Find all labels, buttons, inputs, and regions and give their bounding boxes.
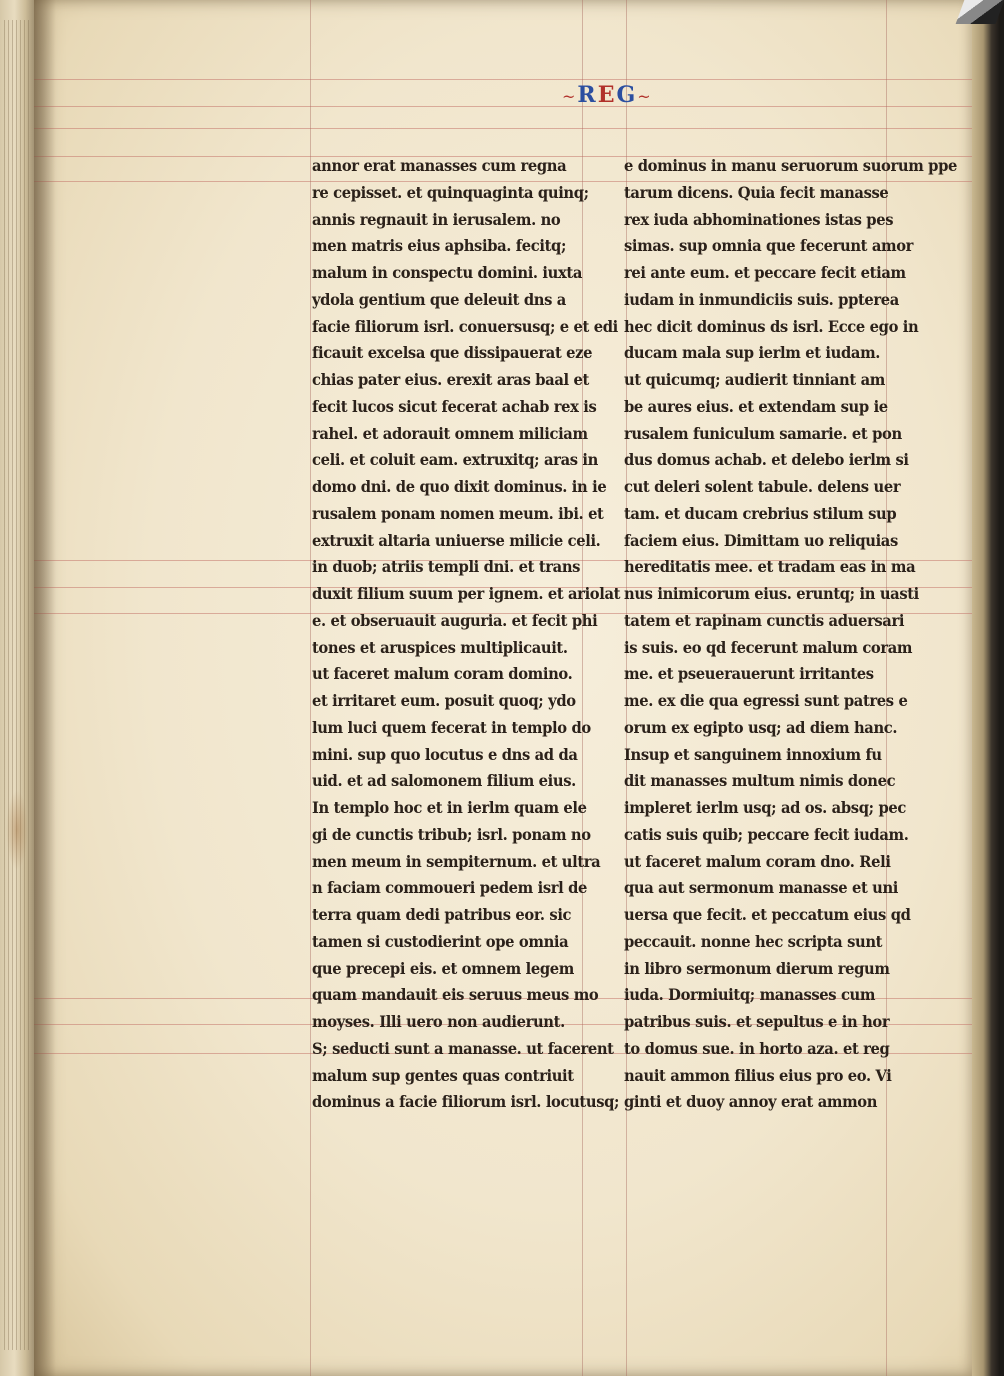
- manuscript-line: fecit lucos sicut fecerat achab rex is: [312, 396, 597, 416]
- manuscript-line: malum sup gentes quas contriuit: [312, 1065, 574, 1085]
- manuscript-line: in duob; atriis templi dni. et trans: [312, 557, 581, 577]
- manuscript-line: faciem eius. Dimittam uo reliquias: [624, 530, 898, 550]
- right-page-edge: [972, 0, 1000, 1376]
- manuscript-line: me. ex die qua egressi sunt patres e: [624, 691, 908, 710]
- manuscript-line: impleret ierlm usq; ad os. absq; pec: [624, 798, 906, 817]
- manuscript-line: malum in conspectu domini. iuxta: [312, 263, 583, 282]
- manuscript-line: iudam in inmundiciis suis. ppterea: [624, 289, 899, 309]
- manuscript-line: tarum dicens. Quia fecit manasse: [624, 182, 889, 202]
- manuscript-line: tones et aruspices multiplicauit.: [312, 637, 568, 657]
- manuscript-line: e. et obseruauit auguria. et fecit phi: [312, 610, 598, 630]
- manuscript-line: rei ante eum. et peccare fecit etiam: [624, 263, 906, 282]
- manuscript-line: dominus a facie filiorum isrl. locutusq;: [312, 1092, 620, 1112]
- ruling-line: [34, 106, 974, 107]
- manuscript-line: annor erat manasses cum regna: [312, 156, 567, 175]
- ruling-line: [34, 128, 974, 129]
- header-letter-e: E: [597, 82, 617, 108]
- manuscript-line: duxit filium suum per ignem. et ariolat: [312, 584, 621, 603]
- manuscript-line: nauit ammon filius eius pro eo. Vi: [624, 1065, 892, 1085]
- manuscript-line: catis suis quib; peccare fecit iudam.: [624, 824, 909, 844]
- manuscript-line: simas. sup omnia que fecerunt amor: [624, 236, 914, 256]
- manuscript-line: tam. et ducam crebrius stilum sup: [624, 503, 897, 523]
- running-header: [562, 80, 652, 110]
- header-flourish-left: ~: [562, 87, 578, 106]
- manuscript-line: men matris eius aphsiba. fecitq;: [312, 236, 567, 256]
- manuscript-line: rusalem ponam nomen meum. ibi. et: [312, 503, 604, 523]
- manuscript-line: to domus sue. in horto aza. et reg: [624, 1038, 890, 1058]
- manuscript-line: is suis. eo qd fecerunt malum coram: [624, 637, 913, 657]
- ruling-line: [34, 79, 974, 80]
- manuscript-line: terra quam dedi patribus eor. sic: [312, 905, 572, 924]
- header-flourish-right: ~: [637, 87, 653, 106]
- manuscript-line: iuda. Dormiuitq; manasses cum: [624, 985, 876, 1005]
- manuscript-line: men meum in sempiternum. et ultra: [312, 851, 601, 871]
- manuscript-line: hereditatis mee. et tradam eas in ma: [624, 557, 916, 577]
- manuscript-line: Insup et sanguinem innoxium fu: [624, 744, 882, 764]
- manuscript-line: patribus suis. et sepultus e in hor: [624, 1012, 890, 1031]
- manuscript-line: in libro sermonum dierum regum: [624, 958, 890, 978]
- manuscript-line: celi. et coluit eam. extruxitq; aras in: [312, 450, 598, 470]
- manuscript-line: uid. et ad salomonem filium eius.: [312, 771, 576, 791]
- manuscript-line: uersa que fecit. et peccatum eius qd: [624, 905, 911, 924]
- manuscript-line: e dominus in manu seruorum suorum ppe: [624, 156, 958, 175]
- manuscript-line: re cepisset. et quinquaginta quinq;: [312, 182, 589, 202]
- gutter-shadow: [34, 0, 56, 1376]
- manuscript-line: extruxit altaria uniuerse milicie celi.: [312, 530, 601, 550]
- manuscript-line: moyses. Illi uero non audierunt.: [312, 1012, 565, 1031]
- text-column-left: [312, 153, 621, 1116]
- manuscript-line: In templo hoc et in ierlm quam ele: [312, 798, 587, 817]
- manuscript-line: peccauit. nonne hec scripta sunt: [624, 931, 883, 951]
- manuscript-line: nus inimicorum eius. eruntq; in uasti: [624, 584, 919, 603]
- manuscript-line: rahel. et adorauit omnem miliciam: [312, 423, 588, 443]
- header-letter-g: G: [616, 82, 638, 108]
- manuscript-line: rex iuda abhominationes istas pes: [624, 209, 894, 229]
- manuscript-line: rusalem funiculum samarie. et pon: [624, 423, 902, 443]
- manuscript-line: domo dni. de quo dixit dominus. in ie: [312, 477, 607, 496]
- manuscript-line: facie filiorum isrl. conuersusq; e et edi: [312, 316, 618, 336]
- header-letter-r: R: [577, 82, 598, 108]
- manuscript-line: qua aut sermonum manasse et uni: [624, 878, 899, 898]
- manuscript-line: ducam mala sup ierlm et iudam.: [624, 343, 881, 363]
- manuscript-line: et irritaret eum. posuit quoq; ydo: [312, 691, 576, 710]
- corner-color-mark: [956, 0, 1004, 24]
- manuscript-line: chias pater eius. erexit aras baal et: [312, 370, 589, 389]
- manuscript-line: ut faceret malum coram domino.: [312, 664, 573, 684]
- manuscript-line: dit manasses multum nimis donec: [624, 771, 896, 791]
- manuscript-line: tamen si custodierint ope omnia: [312, 931, 569, 951]
- manuscript-line: n faciam commoueri pedem isrl de: [312, 878, 588, 898]
- manuscript-line: ficauit excelsa que dissipauerat eze: [312, 343, 593, 363]
- manuscript-line: ut faceret malum coram dno. Reli: [624, 851, 891, 871]
- text-column-right: [624, 153, 958, 1116]
- manuscript-line: dus domus achab. et delebo ierlm si: [624, 450, 909, 470]
- ruling-margin-left: [310, 0, 311, 1376]
- manuscript-line: que precepi eis. et omnem legem: [312, 958, 574, 978]
- edge-stain: [6, 790, 28, 870]
- manuscript-line: mini. sup quo locutus e dns ad da: [312, 744, 578, 764]
- manuscript-line: tatem et rapinam cunctis aduersari: [624, 610, 905, 630]
- manuscript-line: me. et pseuerauerunt irritantes: [624, 664, 874, 684]
- manuscript-line: gi de cunctis tribub; isrl. ponam no: [312, 824, 591, 844]
- manuscript-line: ut quicumq; audierit tinniant am: [624, 370, 885, 389]
- manuscript-line: annis regnauit in ierusalem. no: [312, 209, 561, 229]
- manuscript-line: S; seducti sunt a manasse. ut facerent: [312, 1038, 614, 1058]
- manuscript-line: be aures eius. et extendam sup ie: [624, 396, 888, 416]
- manuscript-line: cut deleri solent tabule. delens uer: [624, 477, 901, 496]
- manuscript-line: ginti et duoy annoy erat ammon: [624, 1092, 878, 1112]
- manuscript-line: hec dicit dominus ds isrl. Ecce ego in: [624, 316, 919, 336]
- manuscript-line: quam mandauit eis seruus meus mo: [312, 985, 599, 1005]
- page-stack-edges: [4, 20, 30, 1350]
- manuscript-line: ydola gentium que deleuit dns a: [312, 289, 566, 309]
- manuscript-line: orum ex egipto usq; ad diem hanc.: [624, 717, 898, 737]
- verso-page-edge: [0, 0, 36, 1376]
- manuscript-line: lum luci quem fecerat in templo do: [312, 717, 591, 737]
